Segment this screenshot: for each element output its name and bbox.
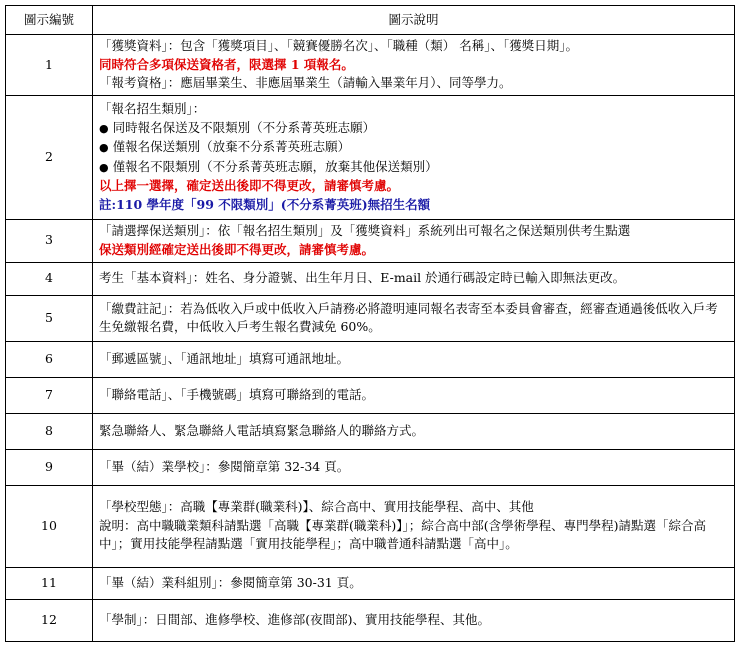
row-number: 9 <box>6 449 93 485</box>
desc-line: 「報名招生類別」： <box>99 101 206 116</box>
table-row <box>6 599 735 641</box>
desc-line: 「獲獎資料」：包含「獲獎項目」、「競賽優勝名次」、「職種（類） 名稱」、「獲獎日期」。 <box>99 38 578 53</box>
row-description <box>93 599 735 641</box>
row-number: 4 <box>6 262 93 295</box>
option-item: ● 同時報名保送及不限類別（不分系菁英班志願） <box>99 119 728 139</box>
table-header-row <box>6 6 735 35</box>
row-description <box>93 567 735 599</box>
desc-line: 「學制」：日間部、進修學校、進修部(夜間部)、實用技能學程、其他。 <box>99 611 491 627</box>
row-description <box>93 95 735 219</box>
row-number: 5 <box>6 295 93 341</box>
option-item: ● 僅報名保送類別（放棄不分系菁英班志願） <box>99 138 728 158</box>
desc-line: 考生「基本資料」：姓名、身分證號、出生年月日、E-mail 於通行碼設定時已輸入即無法更改。 <box>99 270 626 286</box>
row-description <box>93 35 735 96</box>
table-row <box>6 35 735 96</box>
desc-warning: 保送類別經確定送出後即不得更改，請審慎考慮。 <box>99 241 375 257</box>
row-description <box>93 341 735 377</box>
table-row <box>6 295 735 341</box>
row-number: 1 <box>6 35 93 96</box>
table-row <box>6 413 735 449</box>
legend-table <box>5 5 735 642</box>
desc-line: 說明：高中職職業類科請點選「高職【專業群(職業科)】」；綜合高中部(含學術學程、專門學程)請點選「綜合高中」；實用技能學程請點選「實用技能學程」；高中職普通科請點選「高中」。 <box>99 517 707 552</box>
row-description <box>93 262 735 295</box>
desc-line: 「繳費註記」：若為低收入戶或中低收入戶請務必將證明連同報名表寄至本委員會審查，經審查通過後低收入戶考生免繳報名費，中低收入戶考生報名費減免 60%。 <box>99 300 718 334</box>
header-description: 圖示說明 <box>93 6 735 35</box>
row-number: 11 <box>6 567 93 599</box>
row-number: 6 <box>6 341 93 377</box>
desc-warning: 以上擇一選擇，確定送出後即不得更改，請審慎考慮。 <box>99 178 400 193</box>
desc-note: 註:110 學年度「99 不限類別」(不分系菁英班)無招生名額 <box>99 196 431 212</box>
row-number: 7 <box>6 377 93 413</box>
row-number: 12 <box>6 599 93 641</box>
desc-line: 緊急聯絡人、緊急聯絡人電話填寫緊急聯絡人的聯絡方式。 <box>99 422 425 438</box>
row-number: 10 <box>6 485 93 567</box>
table-row <box>6 567 735 599</box>
row-description <box>93 485 735 567</box>
table-row <box>6 485 735 567</box>
table-row <box>6 95 735 219</box>
desc-line: 「畢（結）業科組別」：參閱簡章第 30-31 頁。 <box>99 574 362 590</box>
row-number: 8 <box>6 413 93 449</box>
desc-line: 「請選擇保送類別」：依「報名招生類別」及「獲獎資料」系統列出可報名之保送類別供考生點選 <box>99 223 631 238</box>
option-item: ● 僅報名不限類別（不分系菁英班志願，放棄其他保送類別） <box>99 158 728 178</box>
row-description <box>93 377 735 413</box>
row-number: 2 <box>6 95 93 219</box>
table-row <box>6 449 735 485</box>
header-number: 圖示編號 <box>6 6 93 35</box>
table-row <box>6 341 735 377</box>
row-description <box>93 449 735 485</box>
desc-line: 「報考資格」：應屆畢業生、非應屆畢業生（請輸入畢業年月）、同等學力。 <box>99 75 512 90</box>
row-description <box>93 295 735 341</box>
desc-warning: 同時符合多項保送資格者，限選擇 1 項報名。 <box>99 56 354 72</box>
table-row <box>6 219 735 262</box>
row-description <box>93 413 735 449</box>
row-number: 3 <box>6 219 93 262</box>
table-row <box>6 262 735 295</box>
desc-line: 「學校型態」：高職【專業群(職業科)】、綜合高中、實用技能學程、高中、其他 <box>99 499 534 515</box>
desc-line: 「畢（結）業學校」：參閱簡章第 32-34 頁。 <box>99 458 350 474</box>
row-description <box>93 219 735 262</box>
desc-line: 「聯絡電話」、「手機號碼」填寫可聯絡到的電話。 <box>99 386 375 402</box>
table-row <box>6 377 735 413</box>
desc-line: 「郵遞區號」、「通訊地址」填寫可通訊地址。 <box>99 350 350 366</box>
